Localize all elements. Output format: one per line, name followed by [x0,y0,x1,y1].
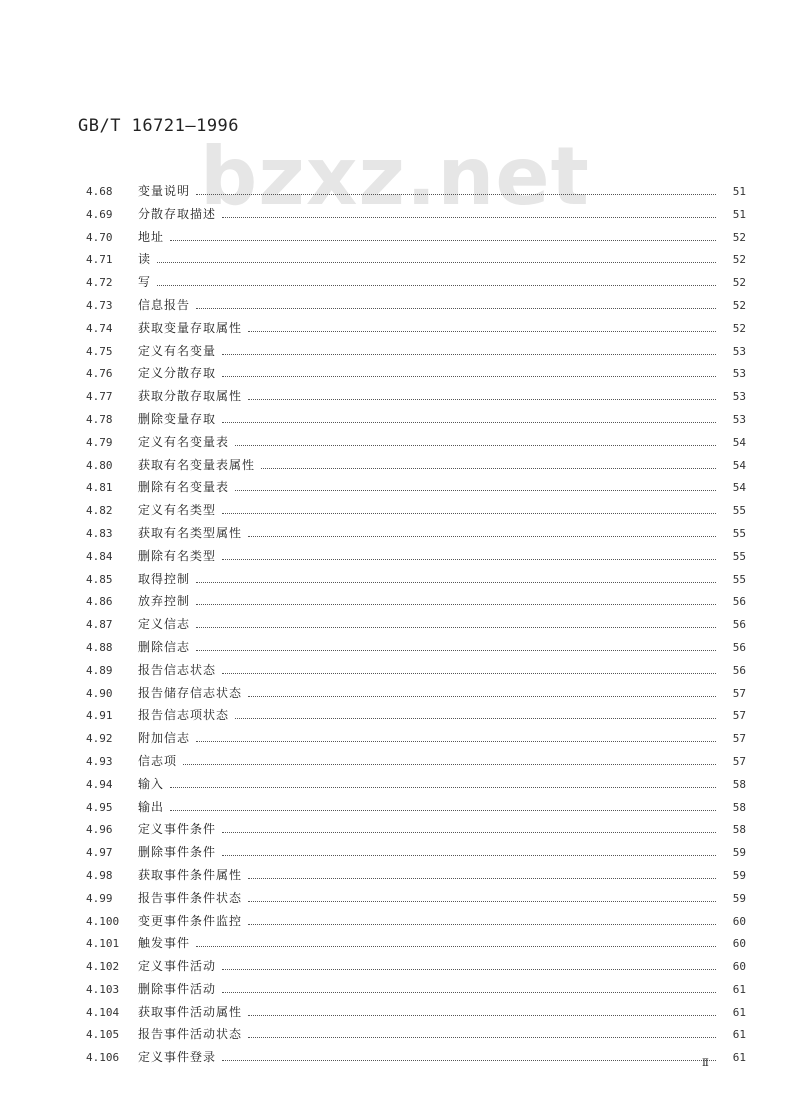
dot-leader [157,285,716,286]
section-number: 4.96 [86,823,113,837]
section-title: 获取有名类型属性 [138,525,243,540]
dot-leader [222,422,716,423]
page-ref: 54 [732,458,746,472]
page-ref: 54 [732,435,746,449]
section-title: 报告事件条件状态 [138,890,243,905]
toc-entry [86,729,746,752]
toc-entry [86,364,746,387]
toc-entry [86,342,746,365]
dot-leader [222,376,716,377]
section-number: 4.78 [86,412,113,426]
dot-leader [222,559,716,560]
dot-leader [196,650,716,651]
dot-leader [196,308,716,309]
page-ref: 56 [732,640,746,654]
page-ref: 55 [732,504,746,518]
section-number: 4.83 [86,526,113,540]
page-ref: 52 [732,230,746,244]
dot-leader [183,764,716,765]
page-ref: 56 [732,663,746,677]
page-ref: 53 [732,367,746,381]
toc-entry [86,638,746,661]
section-title: 信息报告 [138,297,191,312]
page-ref: 54 [732,481,746,495]
section-title: 定义信志 [138,617,191,632]
dot-leader [248,1015,716,1016]
section-title: 触发事件 [138,936,191,951]
page-ref: 59 [732,891,746,905]
section-number: 4.90 [86,686,113,700]
toc-entry [86,1003,746,1026]
toc-entry [86,273,746,296]
section-title: 删除事件活动 [138,981,217,996]
toc-entry [86,501,746,524]
section-title: 定义事件活动 [138,959,217,974]
toc-entry [86,296,746,319]
section-number: 4.73 [86,298,113,312]
toc-entry [86,456,746,479]
section-number: 4.87 [86,618,113,632]
section-number: 4.106 [86,1051,120,1065]
toc-entry [86,889,746,912]
page-ref: 52 [732,321,746,335]
page-ref: 57 [732,754,746,768]
section-title: 获取有名变量表属性 [138,457,256,472]
dot-leader [222,513,716,514]
page-ref: 57 [732,709,746,723]
page-ref: 53 [732,390,746,404]
page-ref: 51 [732,185,746,198]
page-ref: 56 [732,618,746,632]
dot-leader [235,718,716,719]
dot-leader [196,627,716,628]
dot-leader [157,262,716,263]
toc-entry [86,798,746,821]
section-number: 4.76 [86,367,113,381]
toc-entry [86,775,746,798]
toc-entry [86,980,746,1003]
dot-leader [170,787,716,788]
section-number: 4.82 [86,504,113,518]
section-title: 输出 [138,799,165,814]
page-ref: 52 [732,276,746,290]
section-number: 4.88 [86,640,113,654]
table-of-contents [86,182,746,1071]
section-title: 报告信志状态 [138,662,217,677]
dot-leader [222,673,716,674]
toc-entry [86,934,746,957]
section-number: 4.99 [86,891,113,905]
section-title: 获取分散存取属性 [138,389,243,404]
section-title: 获取事件条件属性 [138,867,243,882]
page-ref: 58 [732,777,746,791]
toc-entry [86,478,746,501]
toc-entry [86,205,746,228]
page-ref: 61 [732,1028,746,1042]
page-ref: 60 [732,937,746,951]
section-title: 定义有名变量表 [138,434,230,449]
page-ref: 55 [732,526,746,540]
page-number: Ⅱ [702,1058,709,1069]
dot-leader [235,445,716,446]
toc-entry [86,433,746,456]
toc-entry [86,615,746,638]
toc-entry [86,524,746,547]
dot-leader [196,946,716,947]
toc-entry [86,1025,746,1048]
dot-leader [222,855,716,856]
page-ref: 55 [732,549,746,563]
section-number: 4.105 [86,1028,120,1042]
dot-leader [248,696,716,697]
section-number: 4.75 [86,344,113,358]
section-number: 4.81 [86,481,113,495]
section-number: 4.103 [86,982,120,996]
dot-leader [170,240,716,241]
section-number: 4.68 [86,185,113,198]
toc-entry [86,228,746,251]
dot-leader [222,354,716,355]
section-number: 4.72 [86,276,113,290]
section-title: 报告信志项状态 [138,708,230,723]
section-title: 定义事件条件 [138,822,217,837]
section-title: 放弃控制 [138,594,191,609]
section-number: 4.77 [86,390,113,404]
section-title: 报告事件活动状态 [138,1027,243,1042]
section-number: 4.70 [86,230,113,244]
dot-leader [235,490,716,491]
page-ref: 59 [732,846,746,860]
toc-entry [86,592,746,615]
toc-entry [86,866,746,889]
page-ref: 57 [732,686,746,700]
section-number: 4.84 [86,549,113,563]
toc-entry [86,182,746,205]
section-number: 4.100 [86,914,120,928]
page-ref: 61 [732,982,746,996]
dot-leader [248,901,716,902]
section-title: 删除信志 [138,639,191,654]
section-title: 定义事件登录 [138,1050,217,1065]
toc-entry [86,820,746,843]
dot-leader [248,331,716,332]
dot-leader [196,194,716,195]
page-ref: 56 [732,595,746,609]
section-number: 4.85 [86,572,113,586]
page-ref: 60 [732,914,746,928]
dot-leader [196,741,716,742]
dot-leader [222,969,716,970]
toc-entry [86,684,746,707]
page-ref: 53 [732,412,746,426]
section-title: 分散存取描述 [138,206,217,221]
toc-entry [86,912,746,935]
section-title: 写 [138,275,152,290]
section-title: 变量说明 [138,184,191,198]
dot-leader [196,604,716,605]
section-title: 输入 [138,776,165,791]
dot-leader [170,810,716,811]
section-title: 删除有名变量表 [138,480,230,495]
section-title: 删除有名类型 [138,548,217,563]
section-title: 定义有名变量 [138,343,217,358]
section-number: 4.93 [86,754,113,768]
section-title: 信志项 [138,753,178,768]
toc-entry [86,570,746,593]
dot-leader [248,536,716,537]
page-ref: 57 [732,732,746,746]
toc-entry [86,752,746,775]
section-title: 删除事件条件 [138,845,217,860]
toc-entry [86,319,746,342]
dot-leader [222,217,716,218]
page-ref: 59 [732,868,746,882]
page-ref: 58 [732,823,746,837]
toc-entry [86,547,746,570]
dot-leader [196,582,716,583]
section-number: 4.79 [86,435,113,449]
section-number: 4.104 [86,1005,120,1019]
section-number: 4.74 [86,321,113,335]
section-title: 定义有名类型 [138,503,217,518]
dot-leader [222,992,716,993]
section-number: 4.102 [86,960,120,974]
section-number: 4.98 [86,868,113,882]
section-title: 获取事件活动属性 [138,1004,243,1019]
section-number: 4.89 [86,663,113,677]
page-ref: 53 [732,344,746,358]
section-title: 定义分散存取 [138,366,217,381]
toc-entry [86,843,746,866]
dot-leader [248,924,716,925]
section-title: 变更事件条件监控 [138,913,243,928]
section-title: 取得控制 [138,571,191,586]
section-title: 地址 [138,229,165,244]
toc-entry [86,387,746,410]
section-number: 4.69 [86,207,113,221]
page-ref: 52 [732,253,746,267]
watermark: bzxz.net [200,130,590,223]
section-number: 4.71 [86,253,113,267]
page-ref: 61 [732,1051,746,1065]
dot-leader [248,1037,716,1038]
page-ref: 58 [732,800,746,814]
dot-leader [222,832,716,833]
section-title: 读 [138,252,152,267]
section-number: 4.94 [86,777,113,791]
section-title: 附加信志 [138,731,191,746]
section-number: 4.80 [86,458,113,472]
section-number: 4.101 [86,937,120,951]
section-number: 4.97 [86,846,113,860]
dot-leader [248,878,716,879]
page-ref: 55 [732,572,746,586]
section-title: 报告储存信志状态 [138,685,243,700]
section-number: 4.86 [86,595,113,609]
standard-number: GB/T 16721—1996 [78,116,240,136]
toc-entry [86,661,746,684]
section-number: 4.92 [86,732,113,746]
page-ref: 52 [732,298,746,312]
section-title: 删除变量存取 [138,411,217,426]
toc-entry [86,410,746,433]
section-title: 获取变量存取属性 [138,320,243,335]
section-number: 4.95 [86,800,113,814]
page-ref: 60 [732,960,746,974]
section-number: 4.91 [86,709,113,723]
dot-leader [248,399,716,400]
dot-leader [261,468,716,469]
toc-entry [86,250,746,273]
dot-leader [222,1060,716,1061]
toc-entry [86,957,746,980]
page-ref: 51 [732,207,746,221]
page-ref: 61 [732,1005,746,1019]
toc-entry [86,1048,746,1071]
toc-entry [86,706,746,729]
